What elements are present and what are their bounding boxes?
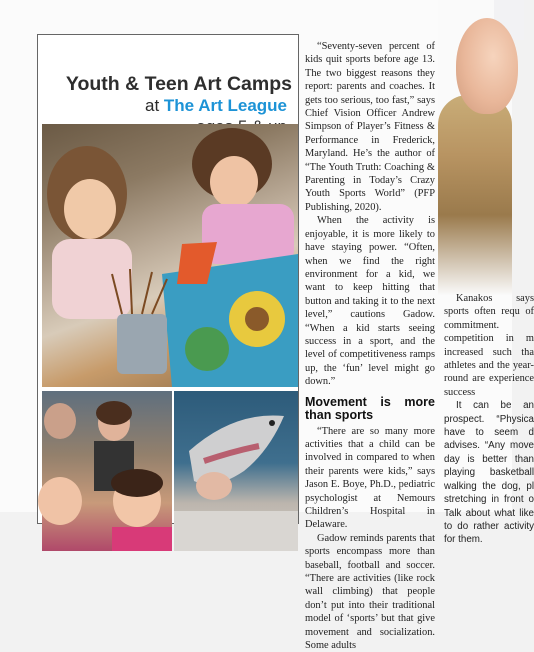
ad-subtitle-prefix: at <box>144 96 164 115</box>
children-painting-photo <box>42 124 298 387</box>
article-paragraph: When the activity is enjoyable, it is more likely to have staying power. “Often, when we find the right environment for a kid, we want to keep hitting that button and taking it to the next level,” cautions Gadow. “When a kid starts seeing success in a sport, and the level of competitiveness ramps up, the ‘fun’ level might go down.” <box>305 215 435 388</box>
bird-craft-photo <box>174 391 298 551</box>
article-main-column <box>305 40 435 652</box>
article-paragraph: Gadow reminds parents that sports encompass more than baseball, football and soccer. “There are activities (like rock wall climbing) that people don’t put into their traditional model of ‘sports’ but that give movement and socialization. Some adults <box>305 532 435 652</box>
children-group-photo <box>42 391 172 551</box>
smiling-girl-photo <box>438 0 512 290</box>
article-right-column <box>444 292 534 547</box>
article-paragraph: “There are so many more activities that a child can be involved in compared to when their parents were kids,” says Jason E. Boye, Ph.D., pediatric psychologist at Nemours Children’s Hospital in Delaware. <box>305 425 435 531</box>
section-heading: Movement is more than sports <box>305 394 435 423</box>
article-paragraph: Kanakos says sports often requ of commitment. competition in m increased such tha athletes and the year-round are experience success <box>444 293 534 398</box>
ad-brand-name: The Art League <box>163 96 287 115</box>
article-paragraph: It can be an prospect. “Physica have to seem d advises. “Any move day is better than playing basketball walking the dog, pl stretching in front o Talk about what like to do rather activity for them. <box>444 400 534 546</box>
article-paragraph: “Seventy-seven percent of kids quit sports before age 13. The two biggest reasons they report: parents and coaches. It gets too serious, too fast,” says Chief Vision Officer Andrew Simpson of Player’s Fitness & Performance in Frederick, Maryland. He’s the author of “The Youth Truth: Coaching & Parenting in Today’s Crazy Youth Sports World” (PFP Publishing, 2020). <box>305 41 435 213</box>
art-camps-advertisement[interactable] <box>37 34 299 524</box>
photo-face <box>456 18 518 114</box>
photo-hair <box>438 95 512 295</box>
ad-subtitle <box>145 96 287 116</box>
ad-title: Youth & Teen Art Camps <box>65 73 292 95</box>
